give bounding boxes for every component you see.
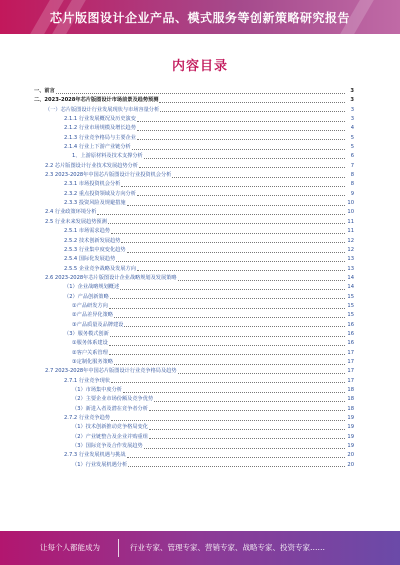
toc-entry[interactable] bbox=[34, 190, 354, 199]
toc-entry-label: ③定制化服务策略 bbox=[72, 358, 113, 365]
toc-entry[interactable] bbox=[34, 442, 354, 451]
toc-entry[interactable] bbox=[34, 115, 354, 124]
toc-entry[interactable] bbox=[34, 414, 354, 423]
toc-entry-page: 3 bbox=[350, 88, 354, 94]
toc-entry-page: 5 bbox=[350, 144, 354, 151]
toc-entry[interactable] bbox=[34, 330, 354, 339]
toc-entry[interactable] bbox=[34, 367, 354, 376]
toc-leader-dots bbox=[124, 326, 345, 327]
toc-entry-page: 3 bbox=[350, 116, 354, 123]
toc-entry-label: 2.5.5 企业竞争战略及发展方向 bbox=[64, 265, 136, 272]
toc-leader-dots bbox=[111, 420, 345, 421]
header-band bbox=[0, 0, 400, 34]
toc-leader-dots bbox=[110, 336, 345, 337]
toc-entry[interactable] bbox=[34, 246, 354, 255]
toc-entry-label: 一、前言 bbox=[34, 88, 55, 94]
toc-leader-dots bbox=[137, 139, 345, 140]
toc-entry-label: 2.5.2 技术创新发展趋势 bbox=[64, 237, 121, 244]
toc-entry[interactable] bbox=[34, 162, 354, 171]
toc-leader-dots bbox=[110, 298, 345, 299]
toc-entry[interactable] bbox=[34, 321, 354, 330]
toc-entry[interactable] bbox=[34, 349, 354, 358]
toc-entry[interactable] bbox=[34, 134, 354, 143]
toc-entry-label: 2.5 行业未来发展趋势预测 bbox=[45, 218, 107, 225]
toc-leader-dots bbox=[121, 186, 345, 187]
toc-entry-label: 2.7.1 行业竞争现状 bbox=[64, 377, 110, 384]
toc-entry-label: 2.3.3 投资风险及规避措施 bbox=[64, 200, 126, 207]
toc-leader-dots bbox=[137, 121, 345, 122]
toc-entry-label: （1）市场集中度分析 bbox=[72, 387, 122, 393]
toc-entry[interactable] bbox=[34, 265, 354, 274]
toc-entry-page: 19 bbox=[347, 443, 354, 450]
toc-entry-page: 18 bbox=[347, 396, 354, 403]
toc-entry[interactable] bbox=[34, 433, 354, 442]
toc-entry[interactable] bbox=[34, 171, 354, 180]
toc-entry[interactable] bbox=[34, 293, 354, 302]
toc-entry-page: 19 bbox=[347, 433, 354, 440]
toc-entry-label: ②产品差异化策略 bbox=[72, 312, 113, 319]
toc-entry-label: ①服务体系建设 bbox=[72, 340, 108, 347]
toc-entry-label: 2.3 2023-2028年中国芯片版图设计行业投资机会分析 bbox=[45, 172, 172, 179]
toc-leader-dots bbox=[109, 345, 345, 346]
toc-leader-dots bbox=[172, 177, 345, 178]
toc-leader-dots bbox=[109, 308, 345, 309]
toc-entry[interactable] bbox=[34, 386, 354, 395]
toc-entry-label: 2.5.3 行业集中度变化趋势 bbox=[64, 246, 126, 253]
toc-leader-dots bbox=[137, 195, 345, 196]
toc-entry[interactable] bbox=[34, 143, 354, 152]
toc-entry-label: ③产品质量及品牌建设 bbox=[72, 321, 124, 328]
toc-leader-dots bbox=[114, 364, 345, 365]
toc-entry-page: 7 bbox=[350, 162, 354, 169]
toc-leader-dots bbox=[132, 149, 345, 150]
toc-entry-page: 16 bbox=[347, 330, 354, 337]
toc-leader-dots bbox=[159, 102, 345, 103]
toc-entry-page: 17 bbox=[347, 358, 354, 365]
toc-entry-label: （2）产品创新策略 bbox=[64, 293, 109, 300]
toc-heading: 内容目录 bbox=[171, 59, 228, 74]
toc-entry[interactable] bbox=[34, 180, 354, 189]
toc-leader-dots bbox=[97, 214, 345, 215]
toc-entry[interactable] bbox=[34, 461, 354, 470]
toc-entry-label: （3）国际竞争及合作发展趋势 bbox=[72, 443, 143, 450]
toc-entry-page: 16 bbox=[347, 321, 354, 328]
toc-entry-page: 16 bbox=[347, 340, 354, 347]
toc-entry[interactable] bbox=[34, 124, 354, 133]
toc-leader-dots bbox=[144, 158, 345, 159]
toc-leader-dots bbox=[149, 410, 345, 411]
toc-entry[interactable] bbox=[34, 283, 354, 292]
toc-entry-page: 18 bbox=[347, 405, 354, 412]
toc-entry[interactable] bbox=[34, 311, 354, 320]
toc-entry[interactable] bbox=[34, 339, 354, 348]
toc-entry-page: 3 bbox=[350, 97, 354, 104]
toc-leader-dots bbox=[154, 401, 345, 402]
toc-entry-page: 13 bbox=[347, 265, 354, 272]
toc-entry-label: （1）技术创新推动竞争格局变化 bbox=[72, 424, 148, 431]
page-footer bbox=[0, 531, 400, 565]
toc-entry-page: 12 bbox=[347, 246, 354, 253]
toc-leader-dots bbox=[137, 130, 345, 131]
report-title: 芯片版图设计企业产品、模式服务等创新策略研究报告 bbox=[49, 11, 350, 25]
toc-entry-page: 11 bbox=[347, 218, 354, 225]
toc-entry-page: 15 bbox=[347, 293, 354, 300]
toc-entry-label: 二、2023-2028年芯片版图设计市场前景及趋势预测 bbox=[34, 97, 159, 104]
toc-entry-page: 4 bbox=[350, 125, 354, 132]
toc-leader-dots bbox=[111, 233, 345, 234]
toc-entry-page: 9 bbox=[350, 190, 354, 197]
toc-entry-page: 20 bbox=[347, 461, 354, 468]
toc-entry-page: 15 bbox=[347, 302, 354, 309]
toc-entry-page: 17 bbox=[347, 349, 354, 356]
toc-leader-dots bbox=[116, 261, 345, 262]
toc-entry-page: 5 bbox=[350, 134, 354, 141]
toc-leader-dots bbox=[178, 280, 345, 281]
toc-entry[interactable] bbox=[34, 423, 354, 432]
toc-entry[interactable] bbox=[34, 274, 354, 283]
toc-leader-dots bbox=[144, 448, 345, 449]
toc-entry-page: 11 bbox=[347, 228, 354, 235]
toc-entry-label: 2.3.2 重点投资领域及方向分析 bbox=[64, 190, 136, 197]
toc-entry-label: （1）企业战略规划概述 bbox=[64, 284, 120, 291]
footer-divider bbox=[118, 539, 119, 557]
toc-entry-label: 2.2 芯片版图设计行业技术发展趋势分析 bbox=[45, 162, 138, 169]
toc-entry-label: 2.7 2023-2028年中国芯片版图设计行业竞争格局及趋势 bbox=[45, 368, 177, 375]
toc-entry[interactable] bbox=[34, 106, 354, 115]
toc-entry-label: 2.1.2 行业市场规模及增长趋势 bbox=[64, 125, 136, 132]
toc-entry[interactable] bbox=[34, 255, 354, 264]
toc-leader-dots bbox=[149, 429, 345, 430]
toc-entry[interactable] bbox=[34, 237, 354, 246]
toc-entry-page: 20 bbox=[347, 452, 354, 459]
toc-entry-page: 19 bbox=[347, 415, 354, 422]
footer-tagline: 行业专家、管理专家、营销专家、战略专家、投资专家…… bbox=[130, 543, 325, 552]
toc-entry-page: 6 bbox=[350, 153, 354, 160]
toc-leader-dots bbox=[149, 438, 345, 439]
table-of-contents bbox=[34, 87, 354, 470]
toc-leader-dots bbox=[137, 270, 345, 271]
toc-leader-dots bbox=[127, 457, 345, 458]
toc-entry-page: 14 bbox=[347, 274, 354, 281]
footer-slogan: 让每个人都能成为 bbox=[40, 543, 100, 552]
toc-entry-label: 2.1.3 行业竞争格局与主要企业 bbox=[64, 134, 136, 141]
toc-entry-page: 17 bbox=[347, 377, 354, 384]
toc-entry-page: 14 bbox=[347, 284, 354, 291]
toc-entry-page: 18 bbox=[347, 387, 354, 393]
toc-entry-label: （3）服务模式创新 bbox=[64, 330, 109, 337]
toc-leader-dots bbox=[120, 289, 345, 290]
toc-entry-label: 2.5.4 国际化发展趋势 bbox=[64, 256, 116, 263]
toc-entry[interactable] bbox=[34, 358, 354, 367]
toc-leader-dots bbox=[127, 252, 345, 253]
toc-entry-label: ②客户关系管理 bbox=[72, 349, 108, 356]
toc-entry-label: 2.1.4 行业上下游产业链分析 bbox=[64, 144, 131, 151]
toc-leader-dots bbox=[160, 111, 345, 112]
toc-entry-label: （2）产业链整合及企业并购重组 bbox=[72, 433, 148, 440]
toc-leader-dots bbox=[56, 93, 345, 94]
toc-entry-label: 2.1.1 行业发展概况及历史演变 bbox=[64, 116, 136, 123]
toc-entry[interactable] bbox=[34, 218, 354, 227]
toc-entry[interactable] bbox=[34, 405, 354, 414]
toc-entry-label: 2.3.1 市场投资机会分析 bbox=[64, 181, 121, 188]
toc-entry-page: 3 bbox=[350, 106, 354, 113]
toc-entry-label: （3）新进入者及潜在竞争者分析 bbox=[72, 405, 148, 412]
toc-leader-dots bbox=[139, 167, 345, 168]
toc-entry[interactable] bbox=[34, 302, 354, 311]
toc-leader-dots bbox=[178, 373, 345, 374]
toc-entry[interactable] bbox=[34, 152, 354, 161]
toc-entry-page: 12 bbox=[347, 237, 354, 244]
toc-entry-label: （2）主要企业市场份额及竞争优势 bbox=[72, 396, 154, 403]
toc-entry-label: 2.4 行业政策环境分析 bbox=[45, 209, 97, 216]
toc-entry-label: 1、上游原材料及技术支撑分析 bbox=[72, 153, 143, 160]
toc-entry-page: 15 bbox=[347, 312, 354, 319]
toc-entry-page: 8 bbox=[350, 172, 354, 179]
toc-leader-dots bbox=[108, 223, 345, 224]
toc-entry-label: 2.7.3 行业发展机遇与挑战 bbox=[64, 452, 126, 459]
toc-entry-page: 13 bbox=[347, 256, 354, 263]
toc-leader-dots bbox=[123, 392, 345, 393]
toc-entry-label: 2.5.1 市场需求趋势 bbox=[64, 228, 110, 235]
toc-entry-label: ①产品研发方向 bbox=[72, 302, 108, 309]
toc-entry[interactable] bbox=[34, 227, 354, 236]
toc-leader-dots bbox=[127, 205, 345, 206]
toc-leader-dots bbox=[111, 382, 345, 383]
toc-leader-dots bbox=[121, 242, 345, 243]
toc-entry-label: （一）芯片版图设计行业发展现状与市场容量分析 bbox=[45, 106, 160, 113]
toc-entry[interactable] bbox=[34, 96, 354, 105]
toc-entry-page: 10 bbox=[347, 209, 354, 216]
toc-entry-page: 8 bbox=[350, 181, 354, 188]
toc-entry-page: 10 bbox=[347, 200, 354, 207]
toc-entry-page: 17 bbox=[347, 368, 354, 375]
toc-leader-dots bbox=[109, 354, 345, 355]
toc-entry-page: 19 bbox=[347, 424, 354, 431]
toc-entry[interactable] bbox=[34, 199, 354, 208]
toc-leader-dots bbox=[128, 466, 345, 467]
toc-entry-label: （1）行业发展机遇分析 bbox=[72, 461, 128, 468]
toc-leader-dots bbox=[114, 317, 345, 318]
toc-entry-label: 2.7.2 行业竞争趋势 bbox=[64, 415, 110, 422]
toc-entry[interactable] bbox=[34, 377, 354, 386]
toc-entry[interactable] bbox=[34, 395, 354, 404]
toc-entry[interactable] bbox=[34, 208, 354, 217]
toc-entry[interactable] bbox=[34, 451, 354, 460]
toc-entry[interactable] bbox=[34, 87, 354, 96]
toc-entry-label: 2.6 2023-2028年芯片版图设计企业战略规划及发展策略 bbox=[45, 274, 177, 281]
